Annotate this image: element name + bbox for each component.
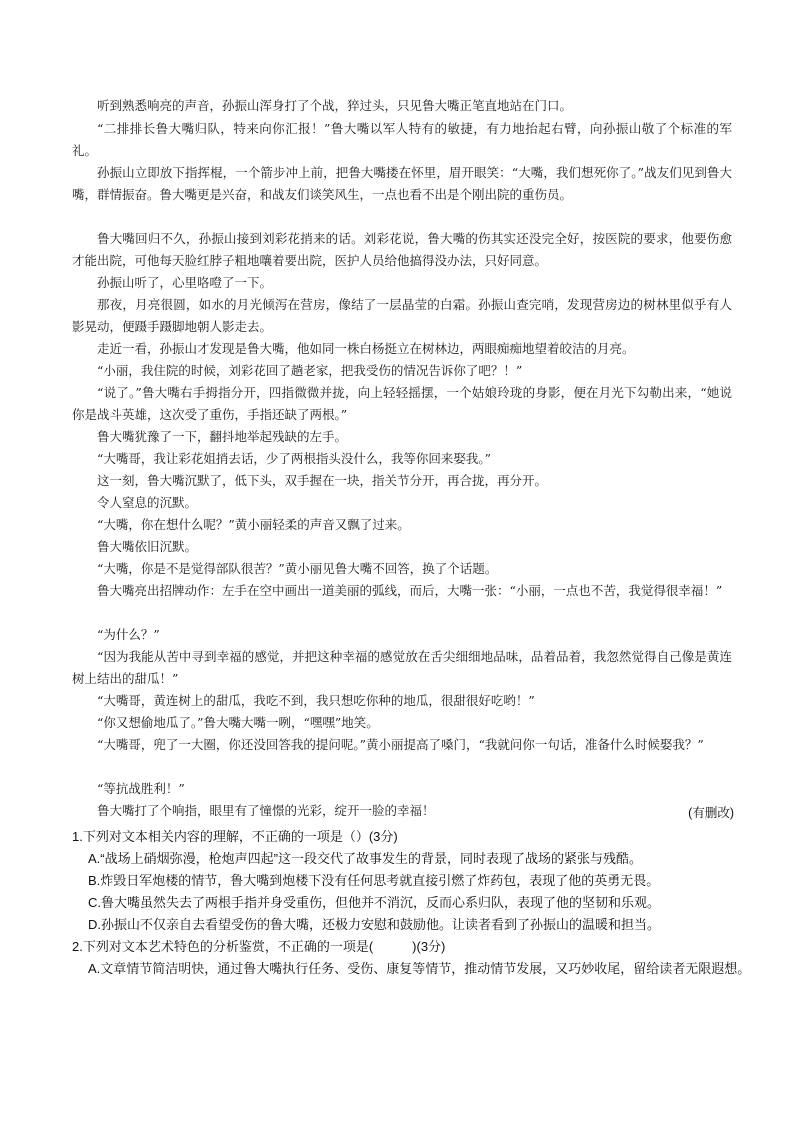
- passage-paragraph: 令人窒息的沉默。: [97, 495, 198, 510]
- answer-option: B.炸毁日军炮楼的情节，鲁大嘴到炮楼下没有任何思考就直接引燃了炸药包，表现了他的英勇无畏。: [88, 873, 660, 888]
- passage-paragraph: “大嘴哥，我让彩花姐捎去话，少了两根指头没什么，我等你回来娶我。”: [97, 451, 492, 466]
- passage-paragraph: 走近一看，孙振山才发现是鲁大嘴，他如同一株白杨挺立在树林边，两眼痴痴地望着皎洁的月亮。: [97, 341, 635, 356]
- source-note: (有删改): [688, 806, 734, 820]
- passage-paragraph: 鲁大嘴打了个响指，眼里有了憧憬的光彩，绽开一脸的幸福！: [97, 803, 435, 818]
- question-stem: 1.下列对文本相关内容的理解，不正确的一项是（）(3分): [72, 829, 398, 844]
- passage-paragraph: “说了。”鲁大嘴右手拇指分开，四指微微并拢，向上轻轻摇摆，一个姑娘玲珑的身影，便在月光下勾勒出来，“她说你是战斗英雄，这次受了重伤，手指还缺了两根。”: [72, 385, 732, 422]
- answer-option: A.文章情节简洁明快，通过鲁大嘴执行任务、受伤、康复等情节，推动情节发展，又巧妙收尾，留给读者无限遐想。: [88, 961, 751, 976]
- passage-paragraph: 孙振山听了，心里咯噔了一下。: [97, 275, 273, 290]
- passage-paragraph: 鲁大嘴亮出招牌动作：左手在空中画出一道美丽的弧线，而后，大嘴一张：“小丽，一点也不苦，我觉得很幸福！”: [97, 583, 723, 598]
- passage-paragraph: “小丽，我住院的时候，刘彩花回了趟老家，把我受伤的情况告诉你了吧？！”: [97, 363, 523, 378]
- passage-paragraph: “你又想偷地瓜了。”鲁大嘴大嘴一咧，“嘿嘿”地笑。: [97, 715, 379, 730]
- passage-paragraph: 鲁大嘴回归不久，孙振山接到刘彩花捎来的话。刘彩花说，鲁大嘴的伤其实还没完全好，按医院的要求，他要伤愈才能出院，可他每天脸红脖子粗地嚷着要出院，医护人员给他搞得没办法，只好同意。: [72, 231, 732, 268]
- passage-paragraph: “为什么？”: [97, 627, 160, 642]
- passage-paragraph: 听到熟悉响亮的声音，孙振山浑身打了个战，猝过头，只见鲁大嘴正笔直地站在门口。: [97, 98, 573, 113]
- passage-paragraph: 孙振山立即放下指挥棍，一个箭步冲上前，把鲁大嘴搂在怀里，眉开眼笑：“大嘴，我们想死你了。”战友们见到鲁大嘴，群情振奋。鲁大嘴更是兴奋，和战友们谈笑风生，一点也看不出是个刚出院的重伤员。: [72, 165, 732, 202]
- passage-paragraph: “等抗战胜利！”: [97, 781, 185, 796]
- answer-option: C.鲁大嘴虽然失去了两根手指并身受重伤，但他并不消沉，反而心系归队，表现了他的坚韧和乐观。: [88, 895, 661, 910]
- answer-option: A.“战场上硝烟弥漫，枪炮声四起”这一段交代了故事发生的背景，同时表现了战场的紧张与残酷。: [88, 851, 642, 866]
- passage-paragraph: 鲁大嘴犹豫了一下，翻抖地举起残缺的左手。: [97, 429, 348, 444]
- passage-paragraph: “大嘴，你在想什么呢？”黄小丽轻柔的声音又飘了过来。: [97, 517, 410, 532]
- passage-paragraph: “大嘴哥，兜了一大圈，你还没回答我的提问呢。”黄小丽提高了嗓门，“我就问你一句话，准备什么时候娶我？”: [97, 737, 704, 752]
- passage-paragraph: “大嘴哥，黄连树上的甜瓜，我吃不到，我只想吃你种的地瓜，很甜很好吃哟！”: [97, 693, 535, 708]
- passage-paragraph: 那夜，月亮很圆，如水的月光倾泻在营房，像结了一层晶莹的白霜。孙振山查完哨，发现营房边的树林里似乎有人影晃动，便蹑手蹑脚地朝人影走去。: [72, 297, 732, 334]
- passage-paragraph: 鲁大嘴依旧沉默。: [97, 539, 198, 554]
- passage-paragraph: “二排排长鲁大嘴归队，特来向你汇报！”鲁大嘴以军人特有的敏捷，有力地抬起右臂，向孙振山敬了个标准的军礼。: [72, 121, 732, 158]
- passage-paragraph: 这一刻，鲁大嘴沉默了，低下头，双手握在一块，指关节分开，再合拢，再分开。: [97, 473, 548, 488]
- question-stem: 2.下列对文本艺术特色的分析鉴赏，不正确的一项是( )(3分): [72, 939, 446, 954]
- passage-paragraph: “因为我能从苦中寻到幸福的感觉，并把这种幸福的感觉放在舌尖细细地品味，品着品着，我忽然觉得自己像是黄连树上结出的甜瓜！”: [72, 649, 732, 686]
- passage-paragraph: “大嘴，你是不是觉得部队很苦？”黄小丽见鲁大嘴不回答，换了个话题。: [97, 561, 498, 576]
- answer-option: D.孙振山不仅亲自去看望受伤的鲁大嘴，还极力安慰和鼓励他。让读者看到了孙振山的温暖和担当。: [88, 917, 661, 932]
